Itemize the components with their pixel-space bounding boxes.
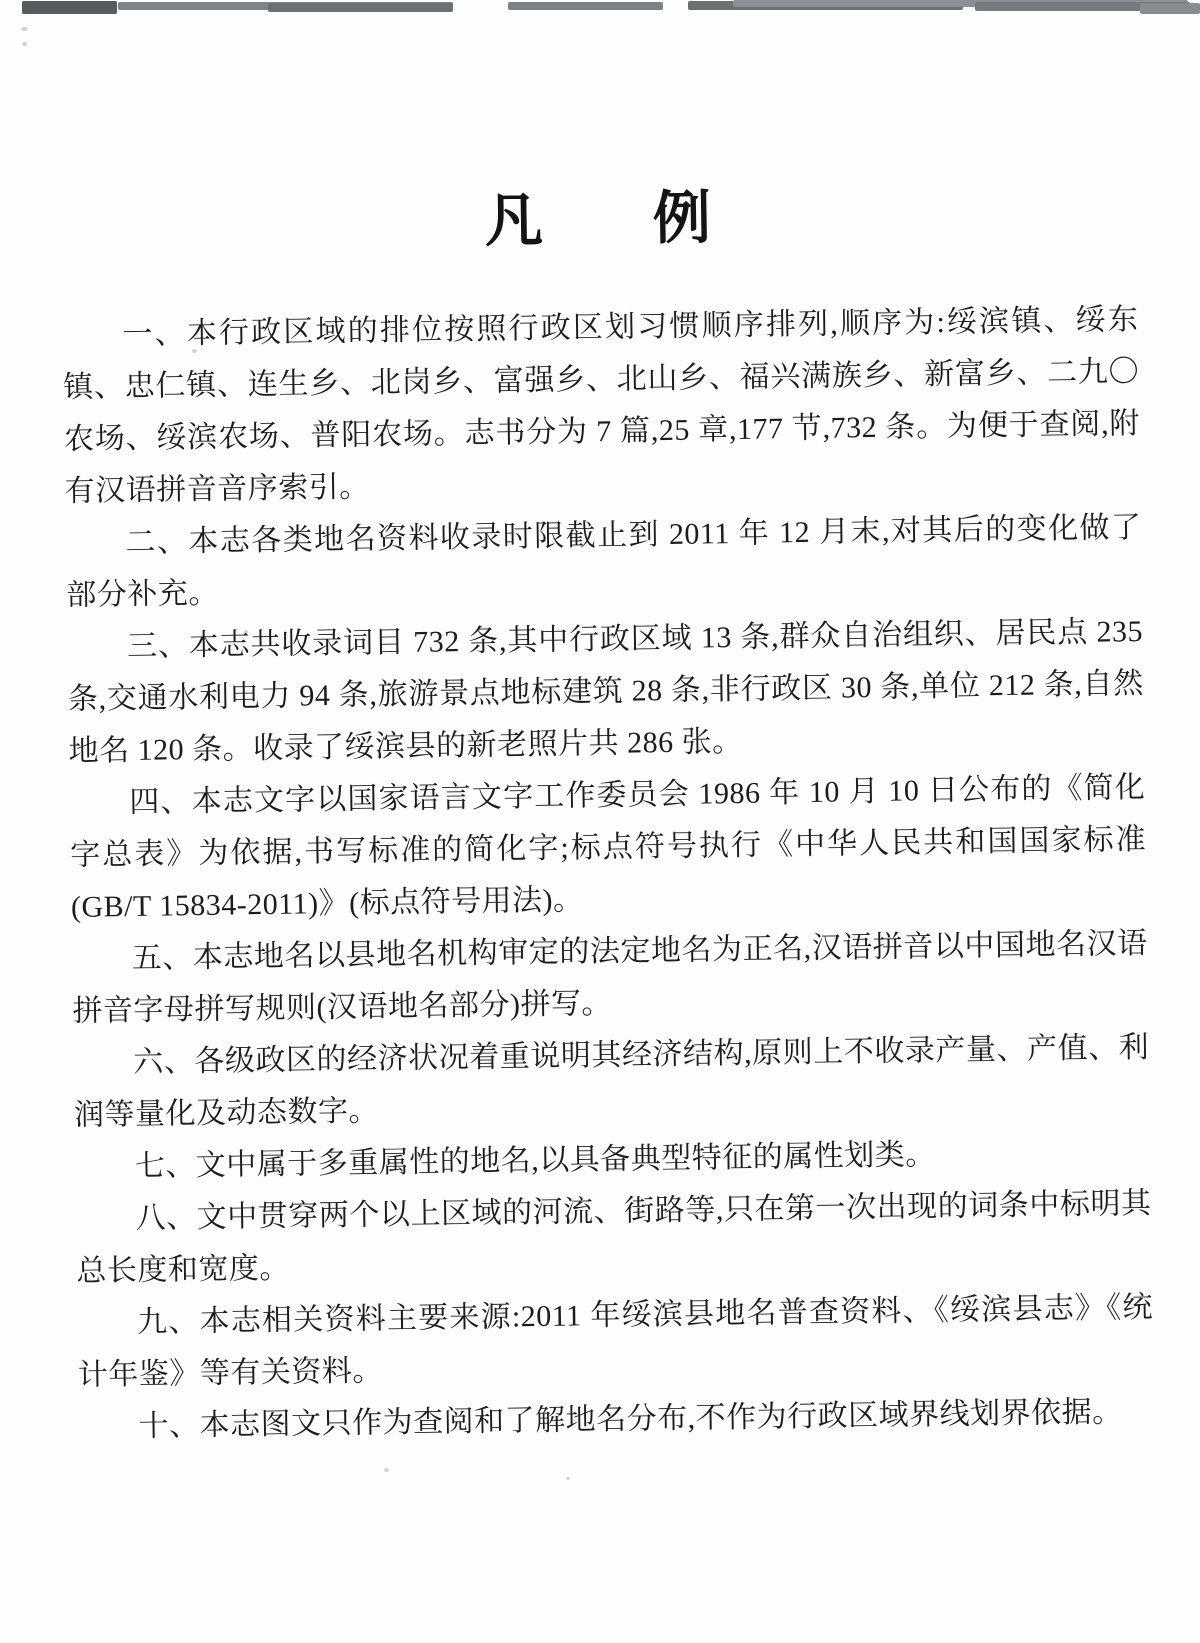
fanli-clause-7: 七、文中属于多重属性的地名,以具备典型特征的属性划类。: [134, 1138, 936, 1183]
page-title-char-2: 例: [652, 185, 714, 252]
page-content: [58, 0, 1155, 1454]
fanli-clause-2: 二、本志各类地名资料收录时限截止到 2011 年 12 月末,对其后的变化做了部分补充。: [66, 510, 1142, 612]
fanli-clause-5: 五、本志地名以县地名机构审定的法定地名为正名,汉语拼音以中国地名汉语拼音字母拼写规则(汉语地名部分)拼写。: [72, 926, 1148, 1028]
scan-dust-speck: [22, 42, 27, 46]
scan-artifact-segment: [1140, 3, 1200, 14]
fanli-clause-10: 十、本志图文只作为查阅和了解地名分布,不作为行政区域界线划界依据。: [138, 1395, 1123, 1443]
scan-dust-speck: [384, 1468, 389, 1472]
page-title: [60, 164, 1137, 264]
page-title-char-1: 凡: [484, 187, 546, 254]
fanli-clause-1: 一、本行政区域的排位按照行政区划习惯顺序排列,顺序为:绥滨镇、绥东镇、忠仁镇、连生乡、北岗乡、富强乡、北山乡、福兴满族乡、新富乡、二九〇农场、绥滨农场、普阳农场。志书分为 7 篇,25 章,177 节,732 条。为便于查阅,附有汉语拼音音序索引。: [62, 303, 1141, 508]
scan-dust-speck: [566, 1477, 570, 1480]
fanli-clause-3: 三、本志共收录词目 732 条,其中行政区域 13 条,群众自治组织、居民点 235 条,交通水利电力 94 条,旅游景点地标建筑 28 条,非行政区 30 条,单位 212 条,自然地名 120 条。收录了绥滨县的新老照片共 286 张。: [67, 614, 1144, 768]
fanli-clause-8: 八、文中贯穿两个以上区域的河流、街路等,只在第一次出现的词条中标明其总长度和宽度。: [76, 1186, 1152, 1288]
fanli-clause-4: 四、本志文字以国家语言文字工作委员会 1986 年 10 月 10 日公布的《简化字总表》为依据,书写标准的简化字;标点符号执行《中华人民共和国国家标准(GB/T 15834-2011)》(标点符号用法)。: [69, 770, 1147, 924]
fanli-clause-6: 六、各级政区的经济状况着重说明其经济结构,原则上不收录产量、产值、利润等量化及动态数字。: [73, 1030, 1150, 1132]
fanli-clause-9: 九、本志相关资料主要来源:2011 年绥滨县地名普查资料、《绥滨县志》《统计年鉴》等有关资料。: [77, 1290, 1154, 1392]
scan-dust-speck: [21, 27, 28, 31]
fanli-body: [62, 294, 1155, 1454]
